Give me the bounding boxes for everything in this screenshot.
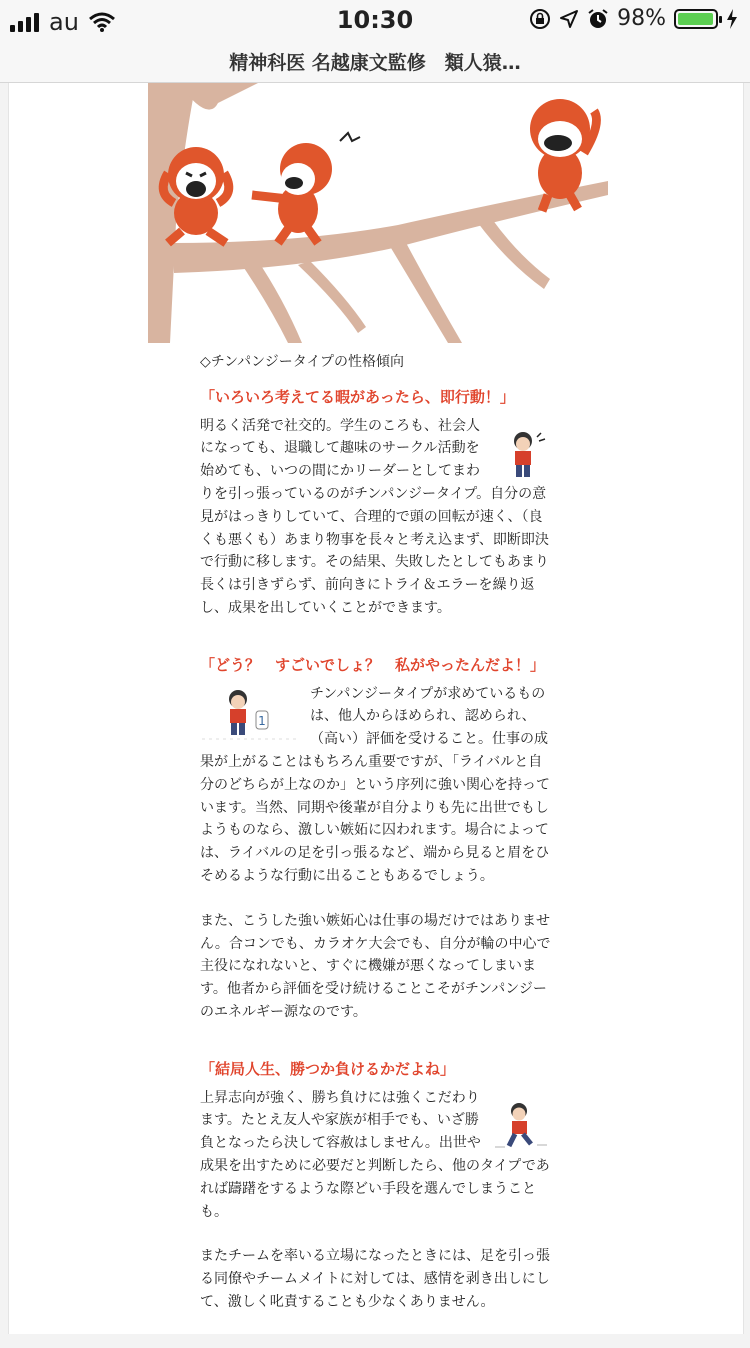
- section-paragraph: また、こうした強い嫉妬心は仕事の場だけではありません。合コンでも、カラオケ大会でも、自分が輪の中心で主役になれないと、すぐに機嫌が悪くなってしまいます。他者から評価を受け続けることこそがチンパンジーのエネルギー源なのです。: [200, 912, 551, 1020]
- alarm-icon: [587, 8, 609, 30]
- running-boy-illustration: [493, 1101, 549, 1153]
- status-right: [529, 6, 738, 31]
- section-heading: 「いろいろ考えてる暇があったら、即行動！」: [200, 387, 515, 406]
- section-paragraph: 明るく活発で社交的。学生のころも、社会人になっても、退職して趣味のサークル活動を始めても、いつの間にかリーダーとしてまわりを引っ張っているのがチンパンジータイプ。自分の意見がはっきりしていて、合理的で頭の回転が速く、（良くも悪くも）あまり物事を長々と考え込まず、即断即決で行動に移します。その結果、失敗したとしてもあまり長くは引きずらず、前向きにトライ＆エラーを繰り返し、成果を出していくことができます。: [200, 417, 549, 616]
- section-3: [200, 1058, 555, 1314]
- monkeys-on-branch-illustration: [148, 83, 608, 343]
- section-paragraph: チンパンジータイプが求めているものは、他人からほめられ、認められ、（高い）評価を受けること。仕事の成果が上がることはもちろん重要ですが、「ライバルと自分のどちらが上なのか」という序列に強い関心を持っています。当然、同期や後輩が自分よりも先に出世でもしようものなら、激しい嫉妬に囚われます。場合によっては、ライバルの足を引っ張るなど、端から見ると眉をひそめるような行動に出ることもあるでしょう。: [200, 685, 550, 884]
- location-icon: [559, 9, 579, 29]
- section-paragraph: またチームを率いる立場になったときには、足を引っ張る同僚やチームメイトに対しては、感情を剥き出しにして、激しく叱責することも少なくありません。: [200, 1248, 550, 1310]
- section-2: [200, 654, 555, 1024]
- section-heading: 「どう？ すごいでしょ？ 私がやったんだよ！」: [200, 655, 546, 674]
- nav-bar: [0, 40, 750, 83]
- boy-with-trophy-illustration: [200, 687, 300, 745]
- monkey-pointing: [252, 133, 360, 243]
- page-title[interactable]: 精神科医 名越康文監修 類人猿…: [229, 52, 521, 74]
- battery-icon: [674, 9, 718, 29]
- section-heading: 「結局人生、勝つか負けるかだよね」: [200, 1059, 456, 1078]
- angry-boy-illustration: [499, 429, 549, 481]
- status-time: 10:30: [336, 6, 414, 34]
- orientation-lock-icon: [529, 8, 551, 30]
- section-lead: ◇チンパンジータイプの性格傾向: [200, 354, 405, 370]
- battery-percent: 98%: [617, 6, 666, 31]
- article-body: [200, 351, 555, 1348]
- charging-icon: [726, 9, 738, 29]
- carrier-label: au: [49, 8, 79, 36]
- section-paragraph: 上昇志向が強く、勝ち負けには強くこだわります。たとえ友人や家族が相手でも、いざ勝負となったら決して容赦はしません。出世や成果を出すために必要だと判断したら、他のタイプであれば躊躇をするような際どい手段を選んでしまうことも。: [200, 1089, 550, 1220]
- status-bar: [0, 0, 750, 40]
- section-1: [200, 386, 555, 620]
- svg-text:1: 1: [258, 713, 266, 728]
- article-page: [8, 83, 744, 1334]
